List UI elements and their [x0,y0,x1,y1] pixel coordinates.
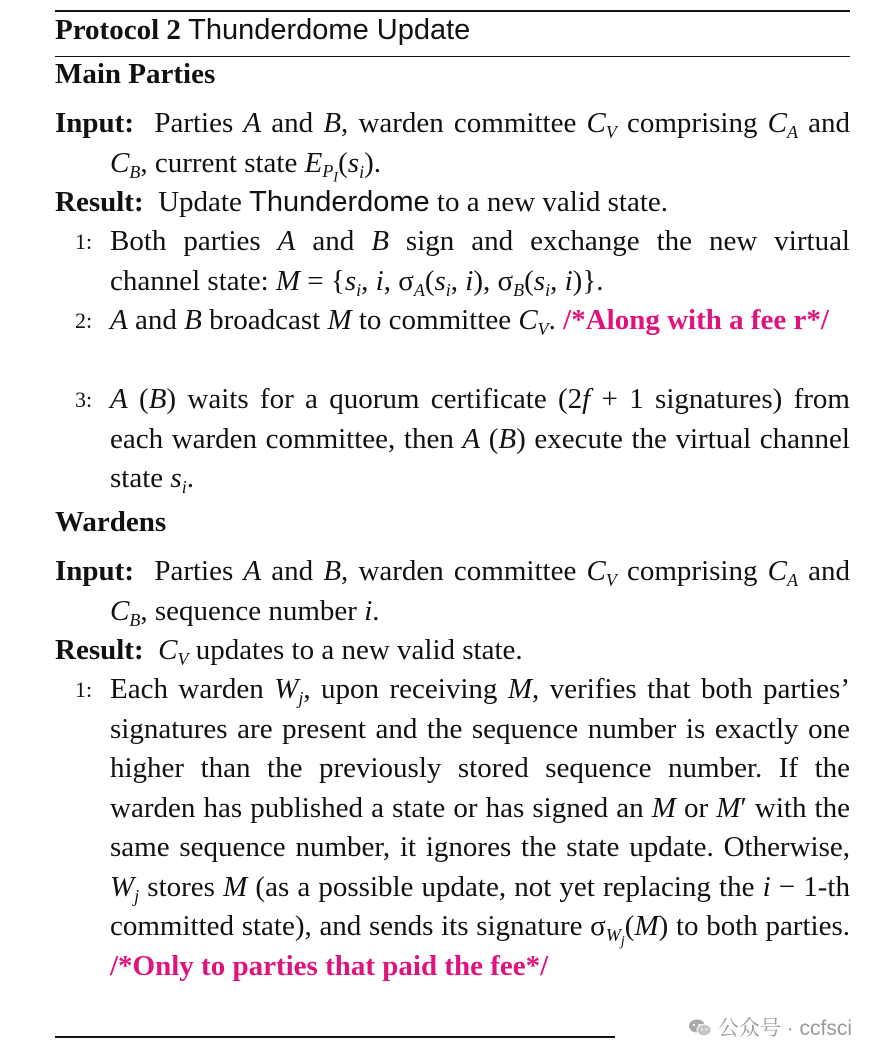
section-heading-wardens: Wardens [55,506,167,538]
wardens-result: Result: $C_V$ updates to a new valid state. [55,634,523,669]
paid-fee-comment: /*Only to parties that paid the fee*/ [110,949,549,982]
wechat-icon [688,1019,712,1037]
top-rule [55,10,850,12]
watermark [688,1012,852,1042]
step-number: 1: [75,229,93,254]
wardens-input: Input: Parties A and B, warden committee $C_V$ comprising $C_A$ and $C_B$, sequence number i. [55,555,850,630]
thunderdome-name: Thunderdome [249,186,430,218]
protocol-title [55,14,470,47]
main-parties-input: Input: Parties A and B, warden committee $C_V$ comprising $C_A$ and $C_B$, current state $E_{P_I}(s_i)$. [55,107,850,186]
main-step-1: 1: Both parties A and B sign and exchange the new virtual channel state: $M = \{s_i$, i, $\sigma_A(s_i$, i), $\sigma_B(s_i$, i)}. [75,222,850,301]
main-step-2: 2: A and B broadcast M to committee $C_V$. /*Along with a fee r*/ [75,301,850,341]
section-heading-main-parties: Main Parties [55,58,216,90]
protocol-label: Protocol 2 [55,14,181,46]
bottom-rule [55,1036,615,1038]
main-step-3: 3: A (B) waits for a quorum certificate (2f + 1 signatures) from each warden committee, then A (B) execute the virtual channel state $s_i$. [75,380,850,499]
step-number: 2: [75,308,93,333]
main-parties-result: Result: Update Thunderdome to a new valid state. [55,186,669,218]
wardens-step-1: 1: Each warden $W_j$, upon receiving M, verifies that both parties’ signatures are present and the sequence number is exactly one higher than the previously stored sequence number. If the warden has published a state or has signed an M or M′ with the same sequence number, it ignores the state update. Otherwise, $W_j$ stores M (as a possible update, not yet replacing the i − 1-th committed state), and sends its signature $\sigma_{W_j}(M)$ to both parties. /*Only to parties that paid the fee*/ [75,670,850,986]
step-number: 3: [75,387,93,412]
protocol-name: Thunderdome Update [188,14,471,46]
fee-comment: /*Along with a fee r*/ [563,304,829,336]
title-rule [55,56,850,57]
step-number: 1: [75,677,93,702]
watermark-text: 公众号 · ccfsci [717,1017,852,1040]
